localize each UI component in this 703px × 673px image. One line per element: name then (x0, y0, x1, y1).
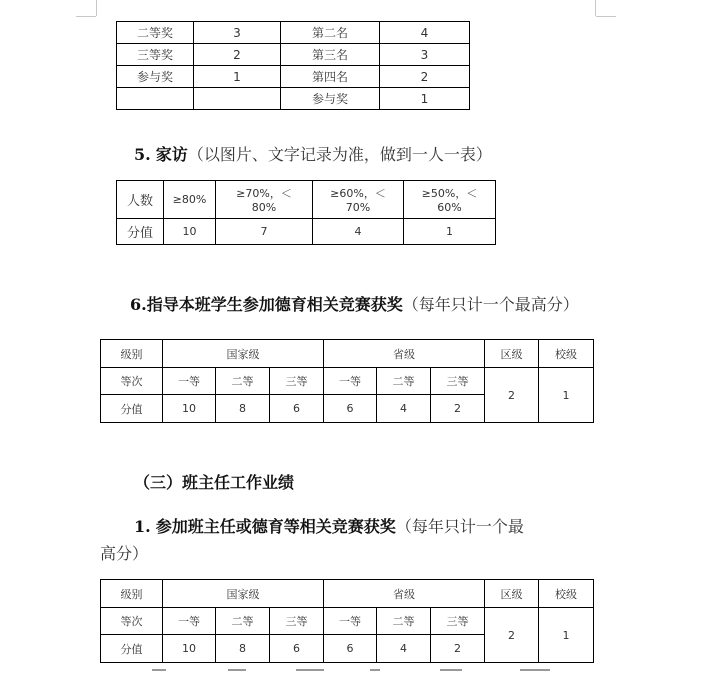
table-cell: 参与奖 (117, 66, 194, 88)
page-margin-corner-left (96, 0, 97, 16)
table-cell: 4 (313, 219, 404, 245)
score-cell: 8 (216, 635, 270, 663)
score-cell: 2 (431, 395, 485, 423)
table-row (117, 219, 496, 245)
rank-cell: 二等 (377, 608, 431, 635)
score-cell: 6 (324, 635, 377, 663)
rank-cell: 一等 (163, 368, 216, 395)
section3-heading (134, 470, 294, 493)
rank-cell: 二等 (377, 368, 431, 395)
row-label-score: 分值 (117, 219, 164, 245)
section3-1-note-line2: 高分） (100, 544, 149, 563)
section6-note: （每年只计一个最高分） (402, 295, 579, 314)
table-cell: 4 (380, 22, 470, 44)
section5-number: 5. (134, 145, 151, 164)
rank-cell: 二等 (216, 368, 270, 395)
table-row (101, 608, 594, 635)
score-cell: 6 (324, 395, 377, 423)
district-level-header: 区级 (485, 340, 539, 368)
section5-title: 家访 (155, 145, 188, 164)
score-label: 分值 (101, 635, 163, 663)
table-cell: 三等奖 (117, 44, 194, 66)
section3-1-heading (134, 514, 524, 537)
rank-cell: 一等 (324, 368, 377, 395)
rank-cell: 一等 (163, 608, 216, 635)
rank-cell: 三等 (431, 608, 485, 635)
school-level-header: 校级 (539, 340, 594, 368)
table-cell: 10 (164, 219, 216, 245)
table-cell: 7 (216, 219, 313, 245)
table-cell: 1 (194, 66, 281, 88)
school-level-header: 校级 (539, 580, 594, 608)
table-cell: 1 (380, 88, 470, 110)
award-ranking-table (116, 21, 470, 110)
table-row (117, 22, 470, 44)
home-visit-table (116, 180, 496, 245)
section6-number: 6. (130, 295, 147, 314)
provincial-level-header: 省级 (324, 580, 485, 608)
table-header-cell: ≥70%，＜80% (216, 181, 313, 219)
score-cell: 10 (163, 635, 216, 663)
section6-title: 指导本班学生参加德育相关竞赛获奖 (146, 295, 403, 314)
table-cell (117, 88, 194, 110)
section3-1-heading-line2 (100, 541, 148, 564)
table-cell: 3 (194, 22, 281, 44)
score-cell: 4 (377, 395, 431, 423)
table-cell (194, 88, 281, 110)
score-cell: 10 (163, 395, 216, 423)
table-header-cell: ≥80% (164, 181, 216, 219)
page-margin-corner-right-h (596, 16, 616, 17)
district-level-header: 区级 (485, 580, 539, 608)
district-score: 2 (485, 368, 539, 423)
section5-note: （以图片、文字记录为准，做到一人一表） (187, 145, 492, 164)
cut-off-text-line (100, 663, 593, 673)
table-row (101, 368, 594, 395)
section3-1-number: 1. (134, 517, 151, 536)
table-row (117, 181, 496, 219)
rank-cell: 一等 (324, 608, 377, 635)
table-cell: 3 (380, 44, 470, 66)
teacher-competition-table (100, 579, 594, 663)
section3-1-title: 参加班主任或德育等相关竞赛获奖 (155, 517, 396, 536)
score-cell: 6 (270, 395, 324, 423)
section3-1-note-line1: （每年只计一个最 (395, 517, 524, 536)
section5-heading (134, 142, 492, 165)
section3-title: （三）班主任工作业绩 (134, 473, 295, 492)
level-label: 级别 (101, 580, 163, 608)
score-cell: 2 (431, 635, 485, 663)
school-score: 1 (539, 368, 594, 423)
table-row (101, 580, 594, 608)
rank-cell: 三等 (270, 368, 324, 395)
page-margin-corner-right (595, 0, 596, 16)
table-cell: 参与奖 (281, 88, 380, 110)
table-cell: 二等奖 (117, 22, 194, 44)
table-cell: 1 (404, 219, 496, 245)
level-label: 级别 (101, 340, 163, 368)
table-row (117, 66, 470, 88)
rank-cell: 二等 (216, 608, 270, 635)
section6-heading (130, 292, 579, 315)
table-row (101, 340, 594, 368)
table-cell: 2 (380, 66, 470, 88)
table-row (117, 88, 470, 110)
table-cell: 第二名 (281, 22, 380, 44)
rank-cell: 三等 (270, 608, 324, 635)
national-level-header: 国家级 (163, 580, 324, 608)
score-cell: 6 (270, 635, 324, 663)
school-score: 1 (539, 608, 594, 663)
rank-label: 等次 (101, 368, 163, 395)
rank-cell: 三等 (431, 368, 485, 395)
score-cell: 4 (377, 635, 431, 663)
provincial-level-header: 省级 (324, 340, 485, 368)
district-score: 2 (485, 608, 539, 663)
table-cell: 2 (194, 44, 281, 66)
table-header-cell: ≥60%，＜70% (313, 181, 404, 219)
score-cell: 8 (216, 395, 270, 423)
score-label: 分值 (101, 395, 163, 423)
table-row (117, 44, 470, 66)
national-level-header: 国家级 (163, 340, 324, 368)
student-competition-table (100, 339, 594, 423)
table-header-cell: ≥50%，＜60% (404, 181, 496, 219)
rank-label: 等次 (101, 608, 163, 635)
table-cell: 第三名 (281, 44, 380, 66)
table-cell: 第四名 (281, 66, 380, 88)
row-label-count: 人数 (117, 181, 164, 219)
page-margin-corner-left-h (76, 16, 96, 17)
